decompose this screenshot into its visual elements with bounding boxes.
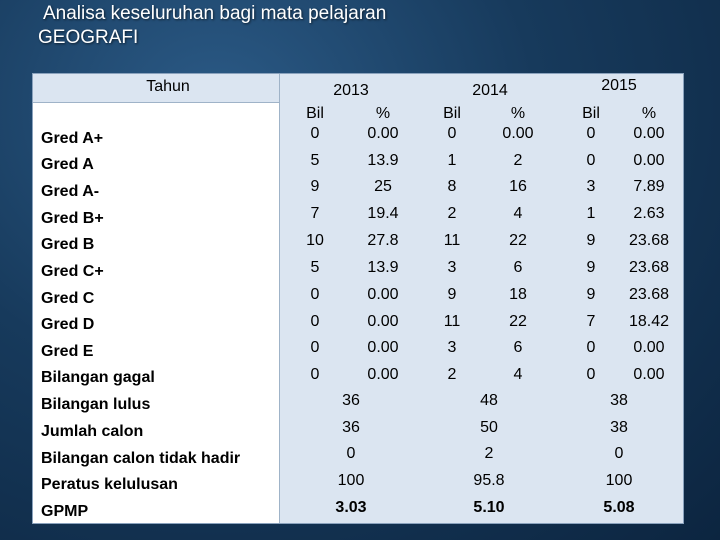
bil-cell: 10 [306,232,324,249]
grade-row-label: Gred A+ [41,130,104,147]
pct-header: % [375,105,391,122]
bil-cell: 0 [310,125,320,142]
pct-header: % [641,105,657,122]
slide-title [38,2,558,50]
pct-cell: 25 [374,178,392,195]
bil-cell: 11 [443,313,461,330]
pct-cell: 0.00 [367,313,399,330]
bil-cell: 0 [310,313,320,330]
summary-value-cell: 5.08 [603,499,635,516]
bil-header: Bil [443,105,461,122]
bil-cell: 3 [586,178,596,195]
bil-cell: 0 [586,152,596,169]
pct-cell: 0.00 [502,125,534,142]
pct-cell: 16 [509,178,527,195]
grade-row-label: Gred A [41,156,94,173]
summary-row-label: GPMP [41,503,89,520]
results-table [32,73,684,524]
grade-row-label: Gred B [41,236,95,253]
bil-cell: 9 [310,178,320,195]
bil-cell: 9 [586,259,596,276]
summary-value-cell: 36 [342,392,360,409]
bil-cell: 0 [586,366,596,383]
summary-value-cell: 36 [342,419,360,436]
summary-row-label: Peratus kelulusan [41,476,178,493]
pct-cell: 0.00 [367,339,399,356]
summary-value-cell: 48 [480,392,498,409]
bil-cell: 1 [447,152,457,169]
summary-row-label: Jumlah calon [41,423,144,440]
bil-cell: 2 [447,205,457,222]
grade-row-label: Gred E [41,343,94,360]
grade-row-label: Gred A- [41,183,100,200]
summary-value-cell: 38 [610,419,628,436]
pct-cell: 23.68 [628,259,670,276]
title-line-1: Analisa keseluruhan bagi mata pelajaran [43,3,387,24]
summary-row-label: Bilangan calon tidak hadir [41,450,241,467]
summary-value-cell: 100 [605,472,633,489]
pct-cell: 23.68 [628,286,670,303]
year-header: 2015 [601,77,637,94]
pct-header: % [510,105,526,122]
pct-cell: 18 [509,286,527,303]
title-line-2: GEOGRAFI [38,27,139,48]
pct-cell: 4 [513,205,523,222]
summary-value-cell: 38 [610,392,628,409]
bil-cell: 1 [586,205,596,222]
pct-cell: 13.9 [367,152,399,169]
bil-cell: 5 [310,259,320,276]
bil-cell: 0 [310,366,320,383]
pct-cell: 0.00 [633,125,665,142]
pct-cell: 0.00 [367,125,399,142]
pct-cell: 0.00 [367,286,399,303]
grade-row-label: Gred C [41,290,95,307]
grade-row-label: Gred C+ [41,263,104,280]
pct-cell: 0.00 [633,152,665,169]
tahun-header: Tahun [146,78,190,95]
pct-cell: 2 [513,152,523,169]
pct-cell: 7.89 [633,178,665,195]
year-header: 2013 [333,82,369,99]
bil-cell: 0 [586,125,596,142]
bil-header: Bil [306,105,324,122]
summary-value-cell: 2 [484,445,494,462]
pct-cell: 0.00 [367,366,399,383]
bil-cell: 2 [447,366,457,383]
pct-cell: 0.00 [633,366,665,383]
bil-cell: 7 [586,313,596,330]
summary-value-cell: 95.8 [473,472,505,489]
summary-value-cell: 5.10 [473,499,505,516]
grade-row-label: Gred D [41,316,95,333]
bil-cell: 0 [586,339,596,356]
summary-value-cell: 100 [337,472,365,489]
pct-cell: 2.63 [633,205,665,222]
pct-cell: 6 [513,259,523,276]
bil-cell: 9 [447,286,457,303]
summary-value-cell: 50 [480,419,498,436]
bil-cell: 7 [310,205,320,222]
summary-value-cell: 3.03 [335,499,367,516]
pct-cell: 18.42 [628,313,670,330]
bil-cell: 9 [586,286,596,303]
bil-cell: 11 [443,232,461,249]
pct-cell: 13.9 [367,259,399,276]
bil-cell: 0 [310,339,320,356]
bil-cell: 3 [447,259,457,276]
pct-cell: 6 [513,339,523,356]
bil-cell: 9 [586,232,596,249]
year-header: 2014 [472,82,508,99]
pct-cell: 27.8 [367,232,399,249]
pct-cell: 22 [509,232,527,249]
pct-cell: 23.68 [628,232,670,249]
pct-cell: 22 [509,313,527,330]
summary-value-cell: 0 [346,445,356,462]
bil-cell: 8 [447,178,457,195]
summary-value-cell: 0 [614,445,624,462]
bil-cell: 0 [447,125,457,142]
pct-cell: 0.00 [633,339,665,356]
pct-cell: 4 [513,366,523,383]
bil-cell: 0 [310,286,320,303]
grade-row-label: Gred B+ [41,210,104,227]
bil-cell: 5 [310,152,320,169]
bil-header: Bil [582,105,600,122]
summary-row-label: Bilangan lulus [41,396,151,413]
grade-row-label: Bilangan gagal [41,369,155,386]
pct-cell: 19.4 [367,205,399,222]
bil-cell: 3 [447,339,457,356]
